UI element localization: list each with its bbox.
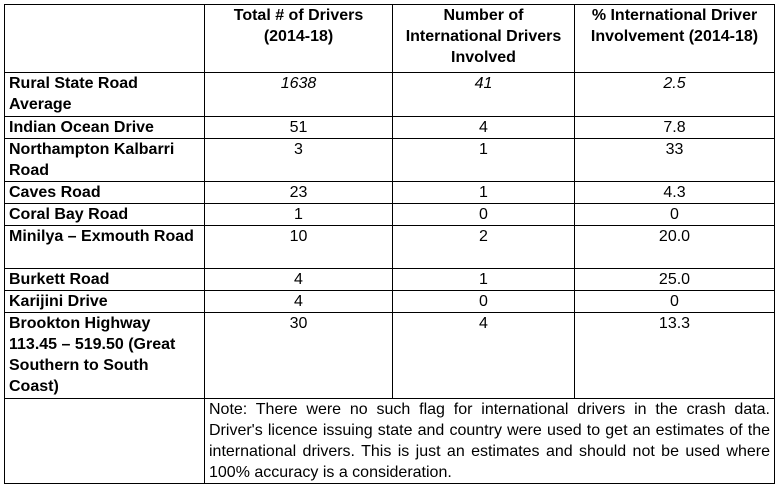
table-row xyxy=(5,226,775,269)
percent-cell: 33 xyxy=(575,139,775,182)
total-drivers-cell: 1 xyxy=(205,204,393,226)
header-percent-international: % International Driver Involvement (2014-18) xyxy=(575,5,775,73)
table-row xyxy=(5,139,775,182)
road-name: Minilya – Exmouth Road xyxy=(5,226,205,269)
road-name: Rural State Road Average xyxy=(5,73,205,117)
header-total-drivers: Total # of Drivers (2014-18) xyxy=(205,5,393,73)
total-drivers-cell: 10 xyxy=(205,226,393,269)
international-drivers-cell: 4 xyxy=(393,117,575,139)
table-row xyxy=(5,73,775,117)
percent-cell: 25.0 xyxy=(575,269,775,291)
percent-cell: 2.5 xyxy=(575,73,775,117)
total-drivers-cell: 30 xyxy=(205,313,393,399)
table-row xyxy=(5,117,775,139)
international-drivers-cell: 41 xyxy=(393,73,575,117)
percent-cell: 0 xyxy=(575,291,775,313)
header-road xyxy=(5,5,205,73)
international-drivers-cell: 1 xyxy=(393,182,575,204)
note-spacer-cell xyxy=(5,399,205,484)
international-drivers-table xyxy=(4,4,775,484)
percent-cell: 0 xyxy=(575,204,775,226)
percent-cell: 20.0 xyxy=(575,226,775,269)
international-drivers-cell: 1 xyxy=(393,269,575,291)
total-drivers-cell: 23 xyxy=(205,182,393,204)
table-note: Note: There were no such flag for international drivers in the crash data. Driver's licence issuing state and country were used to get an estimates of the international drivers. This is just an estimates and should not be used where 100% accuracy is a consideration. xyxy=(205,399,775,484)
international-drivers-cell: 0 xyxy=(393,291,575,313)
percent-cell: 4.3 xyxy=(575,182,775,204)
road-name: Coral Bay Road xyxy=(5,204,205,226)
road-name: Karijini Drive xyxy=(5,291,205,313)
international-drivers-cell: 2 xyxy=(393,226,575,269)
table-row xyxy=(5,182,775,204)
international-drivers-cell: 4 xyxy=(393,313,575,399)
table-row xyxy=(5,269,775,291)
header-international-drivers: Number of International Drivers Involved xyxy=(393,5,575,73)
table-row xyxy=(5,313,775,399)
road-name: Burkett Road xyxy=(5,269,205,291)
total-drivers-cell: 4 xyxy=(205,269,393,291)
note-row xyxy=(5,399,775,484)
percent-cell: 7.8 xyxy=(575,117,775,139)
header-row xyxy=(5,5,775,73)
table-row xyxy=(5,204,775,226)
international-drivers-cell: 1 xyxy=(393,139,575,182)
road-name: Caves Road xyxy=(5,182,205,204)
total-drivers-cell: 1638 xyxy=(205,73,393,117)
table-row xyxy=(5,291,775,313)
international-drivers-cell: 0 xyxy=(393,204,575,226)
total-drivers-cell: 4 xyxy=(205,291,393,313)
road-name: Indian Ocean Drive xyxy=(5,117,205,139)
road-name: Northampton Kalbarri Road xyxy=(5,139,205,182)
total-drivers-cell: 51 xyxy=(205,117,393,139)
total-drivers-cell: 3 xyxy=(205,139,393,182)
road-name: Brookton Highway 113.45 – 519.50 (Great Southern to South Coast) xyxy=(5,313,205,399)
percent-cell: 13.3 xyxy=(575,313,775,399)
